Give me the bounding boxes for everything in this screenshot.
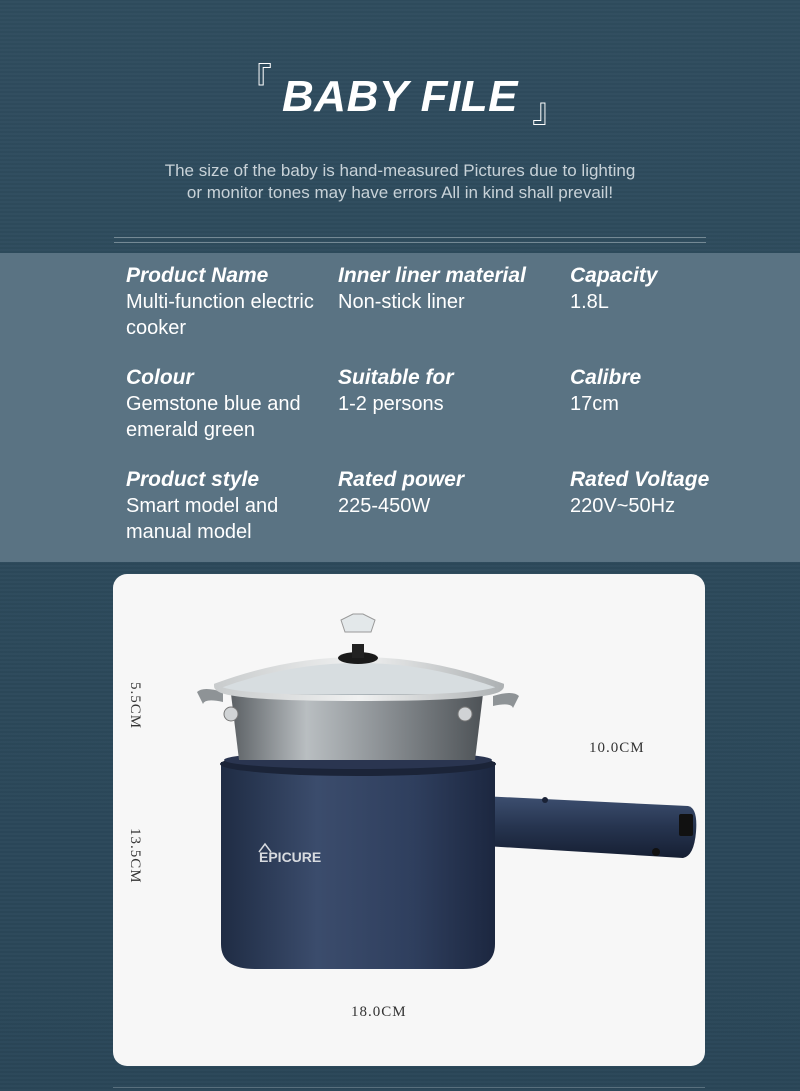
glass-lid: [217, 614, 501, 698]
handle: [481, 796, 696, 858]
spec-colour: [126, 365, 336, 443]
spec-value: 17cm: [570, 393, 619, 415]
spec-label: Product style: [126, 468, 260, 491]
spec-product-style: [126, 467, 336, 545]
spec-value: 1-2 persons: [338, 393, 444, 415]
spec-table: [0, 253, 800, 562]
subtitle-line-2: or monitor tones may have errors All in kind shall prevail!: [186, 183, 614, 202]
spec-value: Gemstone blue and emerald green: [126, 393, 301, 441]
divider-top: [114, 237, 706, 238]
spec-rated-voltage: [570, 467, 780, 519]
spec-value: 1.8L: [570, 291, 609, 313]
spec-label: Rated power: [338, 468, 465, 491]
bracket-left: 『: [238, 61, 272, 101]
divider-bottom: [114, 242, 706, 243]
spec-value: 220V~50Hz: [570, 495, 676, 517]
spec-label: Colour: [126, 366, 194, 389]
spec-label: Calibre: [570, 366, 642, 389]
cooker-body: [220, 751, 496, 969]
dim-body-height: 13.5CM: [127, 828, 143, 884]
bottom-divider: [113, 1087, 705, 1088]
spec-suitable-for: [338, 365, 548, 417]
title-block: [0, 58, 800, 138]
product-photo-card: [113, 574, 705, 1066]
spec-rated-power: [338, 467, 548, 519]
spec-label: Rated Voltage: [570, 468, 710, 491]
spec-inner-liner: [338, 263, 548, 315]
subtitle-line-1: The size of the baby is hand-measured Pictures due to lighting: [164, 161, 636, 180]
spec-value: Multi-function electric cooker: [126, 291, 314, 339]
dim-handle-length: 10.0CM: [589, 740, 645, 756]
brand-logo: EPICURE: [259, 849, 322, 865]
spec-product-name: [126, 263, 336, 341]
spec-value: Non-stick liner: [338, 291, 465, 313]
spec-value: Smart model and manual model: [126, 495, 279, 543]
bracket-right: 』: [532, 91, 566, 131]
dim-width: 18.0CM: [351, 1004, 407, 1020]
spec-label: Capacity: [570, 264, 658, 287]
electric-cooker-illustration: [113, 574, 705, 1066]
lid-knob: [341, 614, 375, 632]
page-title: BABY FILE: [282, 72, 518, 121]
dim-steamer-height: 5.5CM: [127, 682, 143, 730]
spec-capacity: [570, 263, 780, 315]
spec-label: Suitable for: [338, 366, 454, 389]
subtitle: [100, 160, 700, 204]
spec-label: Inner liner material: [338, 264, 526, 287]
spec-calibre: [570, 365, 780, 417]
spec-value: 225-450W: [338, 495, 431, 517]
spec-label: Product Name: [126, 264, 269, 287]
